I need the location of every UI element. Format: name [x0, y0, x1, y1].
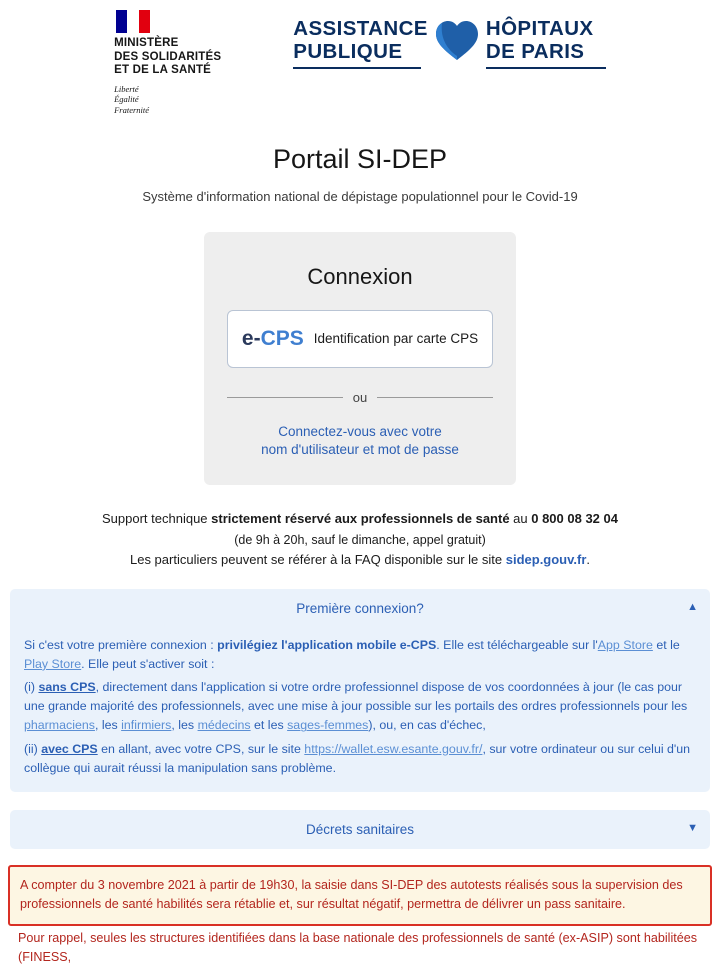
text-run: , directement dans l'application si votre ordre professionnel dispose de vos coordonnées à jour (le cas pour une grande majorité des professionnels, avec une mise à jour possible sur les portails des ordres professionnels pour les [24, 680, 688, 714]
ministere-line-1: MINISTÈRE [114, 37, 179, 49]
aphp-right-line-2: DE PARIS [485, 39, 585, 63]
page-subtitle: Système d'information national de dépistage populationnel pour le Covid-19 [142, 188, 578, 204]
support-line-1 [0, 509, 720, 530]
text-run: , sur votre ordinateur ou sur celui d'un collègue qui aurait réussi la manipulation sans problème. [24, 741, 691, 775]
page-title: Portail SI-DEP [272, 143, 448, 174]
text-run: , les [94, 718, 122, 733]
ecps-logo-icon: e-CPS [241, 326, 304, 350]
text-run: et les [250, 718, 288, 733]
login-heading: Connexion [307, 263, 413, 289]
ministere-line-2: DES SOLIDARITÉS [114, 50, 222, 63]
accordion-decrets-sanitaires [10, 810, 710, 849]
sans-cps-emphasis: sans CPS [38, 680, 96, 695]
accordion-paragraph [24, 636, 696, 674]
ecps-login-button[interactable] [227, 310, 493, 368]
chevron-down-icon[interactable]: ▼ [687, 822, 698, 835]
pharmaciens-link[interactable]: pharmaciens [24, 718, 95, 733]
ministere-line-3: ET DE LA SANTÉ [114, 64, 212, 77]
text-run: (i) [24, 680, 39, 695]
accordion-decrets-sanitaires-title: Décrets sanitaires [305, 822, 415, 838]
accordion-premiere-connexion [10, 589, 710, 793]
login-card [204, 232, 516, 485]
ministere-logo [114, 10, 221, 116]
medecins-link[interactable]: médecins [197, 718, 251, 733]
accordion-paragraph [24, 740, 696, 778]
separator-line-left [227, 397, 343, 398]
accordion-premiere-connexion-body [10, 628, 710, 793]
text-run: et le [652, 637, 680, 652]
chevron-up-icon[interactable]: ▲ [687, 600, 698, 613]
app-store-link[interactable]: App Store [597, 637, 653, 652]
accordion-paragraph [24, 678, 696, 736]
separator-row [227, 390, 493, 405]
devise-line-1: Liberté [114, 83, 139, 94]
aphp-left-line-1: ASSISTANCE [293, 17, 428, 40]
aphp-left-line-2: PUBLIQUE [293, 39, 403, 63]
text-run: (ii) [24, 741, 42, 756]
alert-text: A compter du 3 novembre 2021 à partir de 19h30, la saisie dans SI-DEP des autotests réalisés sous la supervision des professionnels de santé habilités sera rétablie et, sur résultat négatif, permettra de délivrer un pass sanitaire. [20, 878, 683, 912]
separator-line-right [377, 397, 493, 398]
support-line-1-mid: au [509, 511, 532, 526]
support-line-2: (de 9h à 20h, sauf le dimanche, appel gratuit) [234, 532, 486, 547]
alert-banner [8, 865, 712, 926]
french-flag-icon [116, 10, 150, 33]
aphp-right-text [486, 18, 606, 69]
accordion-decrets-sanitaires-header[interactable] [10, 810, 710, 849]
support-block [0, 509, 720, 571]
ministere-name [114, 37, 221, 78]
heart-icon [434, 19, 480, 68]
accordion-premiere-connexion-header[interactable] [10, 589, 710, 628]
support-phone: 0 800 08 32 04 [531, 511, 618, 526]
support-line-1-bold: strictement réservé aux professionnels de santé [211, 511, 510, 526]
support-line-1-pre: Support technique [102, 511, 212, 526]
play-store-link[interactable]: Play Store [24, 656, 82, 671]
devise-line-3: Fraternité [114, 104, 150, 115]
separator-label: ou [352, 389, 368, 405]
password-login-link-line-1: Connectez-vous avec votre [278, 423, 442, 439]
wallet-esante-link[interactable]: https://wallet.esw.esante.gouv.fr/ [304, 741, 483, 756]
sidep-website-link[interactable]: sidep.gouv.fr [505, 551, 587, 567]
alert-continuation-text: Pour rappel, seules les structures identifiées dans la base nationale des professionnels de santé (ex-ASIP) sont habilitées (FINESS, [18, 930, 698, 964]
sages-femmes-link[interactable]: sages-femmes [287, 718, 369, 733]
ecps-button-label: Identification par carte CPS [313, 330, 479, 346]
devise-republique [114, 84, 149, 116]
support-line-3-pre: Les particuliers peuvent se référer à la FAQ disponible sur le site [129, 551, 506, 567]
devise-line-2: Égalité [114, 94, 139, 105]
text-run: ), ou, en cas d'échec, [368, 718, 486, 733]
avec-cps-emphasis: avec CPS [41, 741, 98, 756]
text-run: . Elle peut s'activer soit : [81, 656, 215, 671]
aphp-right-line-1: HÔPITAUX [485, 17, 594, 40]
support-line-3 [0, 550, 720, 571]
accordion-premiere-connexion-title: Première connexion? [296, 600, 424, 616]
text-run: , les [171, 718, 198, 733]
infirmiers-link[interactable]: infirmiers [121, 718, 172, 733]
text-run: en allant, avec votre CPS, sur le site [97, 741, 305, 756]
password-login-link-line-2: nom d'utilisateur et mot de passe [261, 441, 459, 457]
aphp-left-text [293, 18, 428, 69]
password-login-link[interactable] [226, 423, 494, 459]
text-run-bold: privilégiez l'application mobile e-CPS [217, 637, 437, 652]
text-run: . Elle est téléchargeable sur l' [436, 637, 598, 652]
text-run: Si c'est votre première connexion : [24, 637, 218, 652]
aphp-logo [293, 10, 606, 69]
support-line-3-post: . [586, 551, 591, 567]
logo-header [0, 0, 720, 116]
